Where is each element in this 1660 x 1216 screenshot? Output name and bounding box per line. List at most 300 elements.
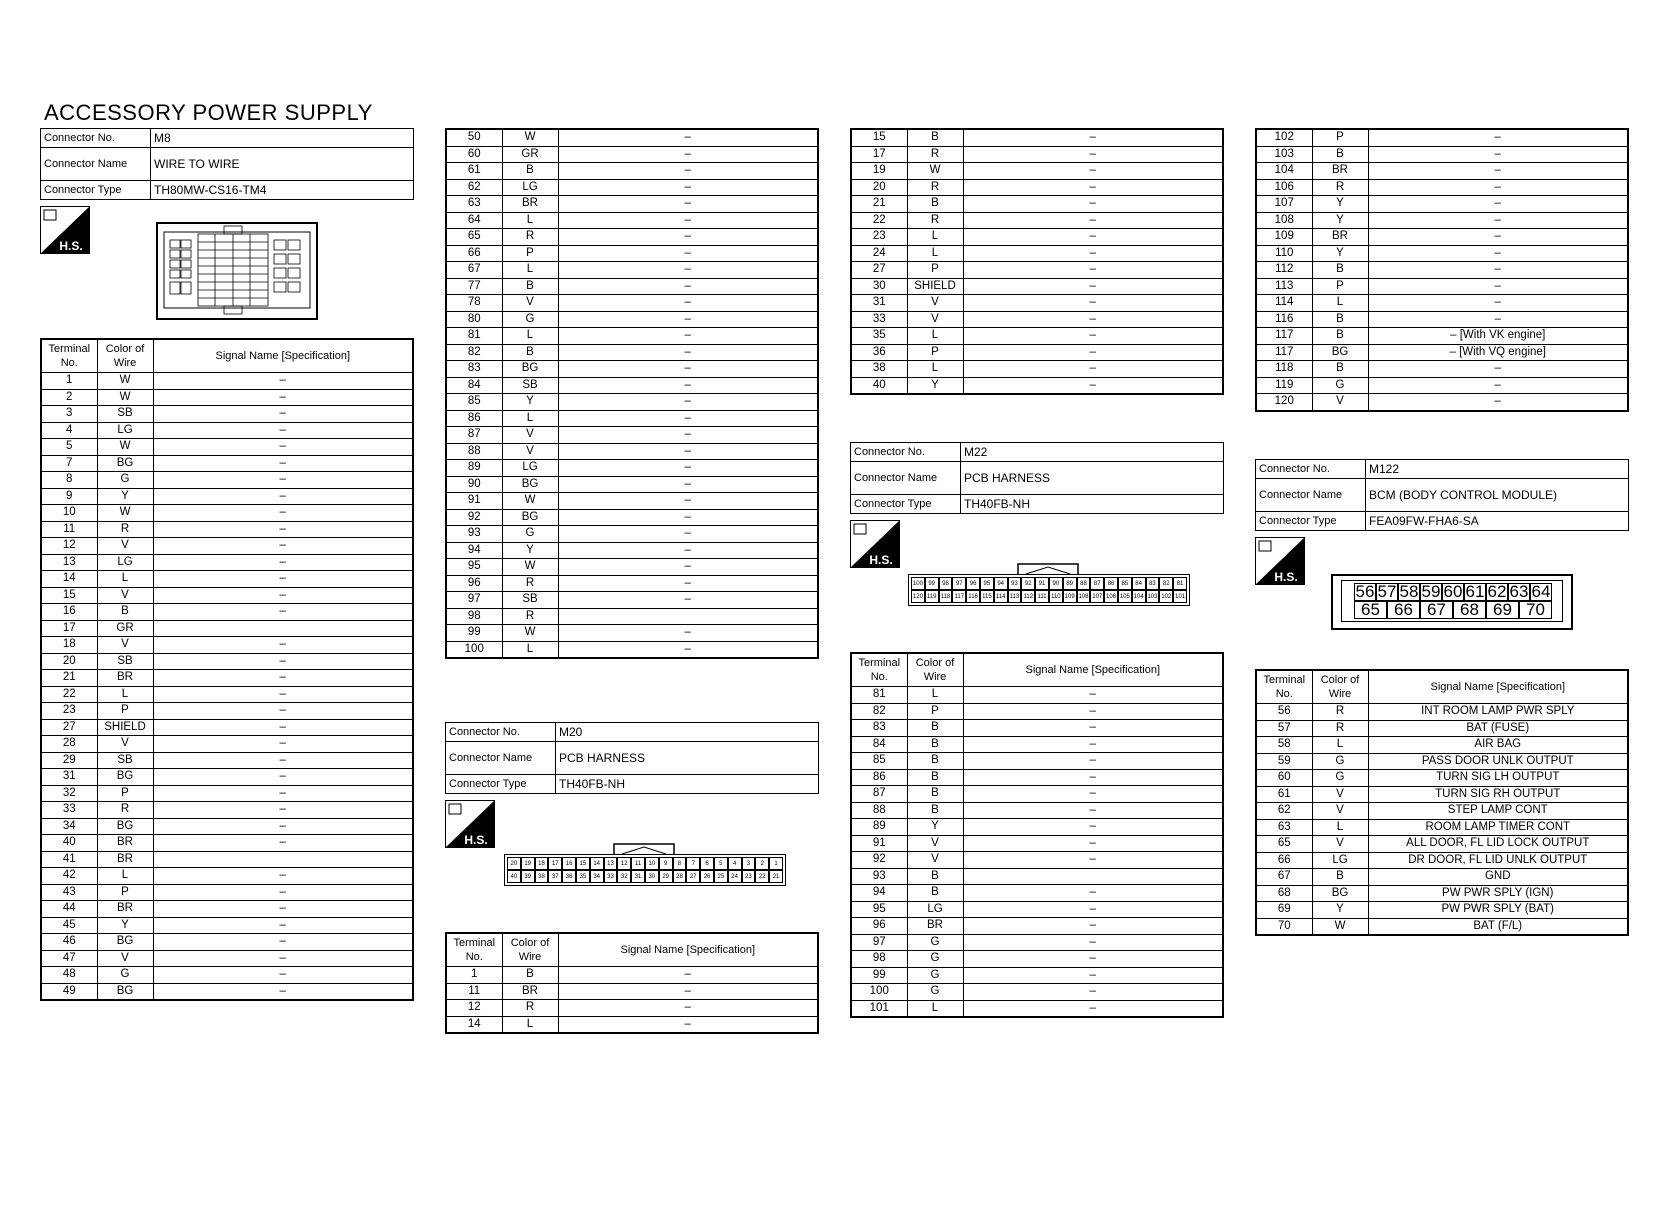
pin-cell: 90	[1049, 577, 1063, 590]
pin-cell: 60	[1443, 582, 1463, 601]
table-row	[851, 901, 1223, 918]
table-row	[41, 505, 413, 522]
signal-cell: –	[558, 146, 818, 163]
signal-cell: –	[963, 918, 1223, 935]
terminal-cell: 50	[446, 129, 502, 146]
color-cell: B	[907, 736, 963, 753]
terminal-cell: 57	[1256, 720, 1312, 737]
pin-cell: 27	[686, 870, 700, 883]
color-cell: G	[97, 472, 153, 489]
color-cell: V	[97, 736, 153, 753]
hs-label: H.S.	[1274, 570, 1298, 584]
terminal-cell: 65	[1256, 836, 1312, 853]
hs-icon	[850, 520, 900, 568]
color-cell: GR	[502, 146, 558, 163]
terminal-cell: 86	[446, 410, 502, 427]
color-cell: Y	[1312, 902, 1368, 919]
color-cell: B	[502, 278, 558, 295]
table-row	[1256, 786, 1628, 803]
pin-cell: 97	[952, 577, 966, 590]
m122-type: FEA09FW-FHA6-SA	[1366, 512, 1629, 531]
terminal-cell: 22	[851, 212, 907, 229]
color-cell: BG	[502, 509, 558, 526]
table-row	[446, 509, 818, 526]
terminal-cell: 33	[851, 311, 907, 328]
terminal-cell: 81	[446, 328, 502, 345]
signal-cell: –	[963, 361, 1223, 378]
terminal-cell: 99	[851, 967, 907, 984]
color-cell: L	[1312, 295, 1368, 312]
pin-cell: 13	[604, 857, 618, 870]
header-terminal: Terminal No.	[851, 653, 907, 687]
table-row	[446, 278, 818, 295]
color-cell: W	[502, 559, 558, 576]
color-cell: L	[907, 328, 963, 345]
table-row	[446, 212, 818, 229]
terminal-cell: 23	[851, 229, 907, 246]
table-row	[851, 720, 1223, 737]
m122-no: M122	[1366, 460, 1629, 479]
pin-cell: 101	[1173, 590, 1187, 603]
color-cell: V	[907, 295, 963, 312]
hs-label: H.S.	[59, 239, 83, 253]
signal-cell: –	[963, 703, 1223, 720]
page-title: ACCESSORY POWER SUPPLY	[44, 100, 373, 125]
m8-connector-diagram	[156, 222, 318, 320]
signal-cell: –	[153, 472, 413, 489]
terminal-cell: 3	[41, 406, 97, 423]
signal-cell: –	[153, 752, 413, 769]
terminal-cell: 100	[851, 984, 907, 1001]
signal-cell: –	[153, 488, 413, 505]
table-row	[446, 967, 818, 984]
color-cell: P	[907, 703, 963, 720]
signal-cell: –	[153, 934, 413, 951]
color-cell: B	[502, 967, 558, 984]
terminal-cell: 13	[41, 554, 97, 571]
signal-cell	[558, 608, 818, 625]
terminal-cell: 112	[1256, 262, 1312, 279]
label-connector-name: Connector Name	[1256, 479, 1366, 512]
table-row	[851, 1000, 1223, 1017]
color-cell: G	[502, 311, 558, 328]
table-row	[851, 835, 1223, 852]
signal-cell: –	[558, 542, 818, 559]
terminal-cell: 47	[41, 950, 97, 967]
signal-cell: INT ROOM LAMP PWR SPLY	[1368, 704, 1628, 721]
table-row	[851, 328, 1223, 345]
terminal-cell: 98	[851, 951, 907, 968]
pin-cell: 89	[1063, 577, 1077, 590]
pin-cell: 84	[1132, 577, 1146, 590]
signal-cell: –	[153, 571, 413, 588]
signal-cell: –	[558, 427, 818, 444]
table-row	[446, 625, 818, 642]
signal-cell: –	[963, 720, 1223, 737]
terminal-cell: 86	[851, 769, 907, 786]
pin-cell: 12	[617, 857, 631, 870]
header-color: Color of Wire	[502, 933, 558, 967]
terminal-cell: 31	[41, 769, 97, 786]
signal-cell: –	[963, 295, 1223, 312]
table-row	[851, 361, 1223, 378]
table-row	[851, 967, 1223, 984]
pin-cell: 18	[535, 857, 549, 870]
pin-cell: 117	[952, 590, 966, 603]
table-row	[41, 554, 413, 571]
signal-cell: –	[558, 476, 818, 493]
color-cell: L	[907, 245, 963, 262]
color-cell: G	[1312, 377, 1368, 394]
pin-cell: 88	[1077, 577, 1091, 590]
color-cell: BR	[1312, 229, 1368, 246]
pin-cell: 87	[1090, 577, 1104, 590]
terminal-cell: 94	[851, 885, 907, 902]
pin-cell: 116	[966, 590, 980, 603]
table-row	[41, 934, 413, 951]
color-cell: V	[502, 295, 558, 312]
terminal-cell: 31	[851, 295, 907, 312]
terminal-cell: 35	[851, 328, 907, 345]
color-cell: BG	[97, 455, 153, 472]
pin-cell: 25	[714, 870, 728, 883]
color-cell: B	[1312, 262, 1368, 279]
color-cell: W	[502, 625, 558, 642]
table-row	[41, 389, 413, 406]
color-cell: Y	[97, 488, 153, 505]
header-signal: Signal Name [Specification]	[963, 653, 1223, 687]
table-row	[851, 278, 1223, 295]
table-row	[41, 983, 413, 1000]
header-color: Color of Wire	[1312, 670, 1368, 704]
color-cell: R	[97, 521, 153, 538]
color-cell: G	[1312, 770, 1368, 787]
pin-cell: 6	[700, 857, 714, 870]
terminal-cell: 100	[446, 641, 502, 658]
signal-cell: –	[558, 1016, 818, 1033]
pin-cell: 107	[1090, 590, 1104, 603]
table-row	[446, 146, 818, 163]
signal-cell: –	[963, 229, 1223, 246]
color-cell: V	[97, 950, 153, 967]
terminal-cell: 36	[851, 344, 907, 361]
signal-cell: –	[963, 245, 1223, 262]
signal-cell: –	[558, 526, 818, 543]
table-row	[446, 394, 818, 411]
color-cell: V	[502, 443, 558, 460]
terminal-cell: 83	[446, 361, 502, 378]
signal-cell: –	[558, 509, 818, 526]
table-row	[446, 592, 818, 609]
color-cell: Y	[97, 917, 153, 934]
terminal-cell: 21	[41, 670, 97, 687]
color-cell: L	[97, 571, 153, 588]
terminal-cell: 63	[446, 196, 502, 213]
table-row	[41, 373, 413, 390]
signal-cell: –	[153, 587, 413, 604]
terminal-cell: 93	[851, 868, 907, 885]
signal-cell: –	[963, 163, 1223, 180]
label-connector-no: Connector No.	[851, 443, 961, 462]
pin-cell: 113	[1008, 590, 1022, 603]
table-row	[851, 129, 1223, 146]
table-row	[446, 295, 818, 312]
signal-cell: –	[153, 967, 413, 984]
color-cell: L	[907, 687, 963, 704]
color-cell: R	[502, 229, 558, 246]
signal-cell: GND	[1368, 869, 1628, 886]
pin-cell: 33	[604, 870, 618, 883]
terminal-cell: 42	[41, 868, 97, 885]
table-row	[446, 262, 818, 279]
terminal-cell: 21	[851, 196, 907, 213]
color-cell: SB	[97, 752, 153, 769]
pin-cell: 57	[1377, 582, 1397, 601]
terminal-cell: 41	[41, 851, 97, 868]
color-cell: L	[502, 212, 558, 229]
signal-cell: TURN SIG RH OUTPUT	[1368, 786, 1628, 803]
table-row	[851, 703, 1223, 720]
signal-cell: –	[963, 852, 1223, 869]
table-row	[41, 736, 413, 753]
table-row	[1256, 361, 1628, 378]
pin-cell: 10	[645, 857, 659, 870]
color-cell: GR	[97, 620, 153, 637]
color-cell: R	[502, 575, 558, 592]
table-row	[446, 196, 818, 213]
color-cell: SHIELD	[907, 278, 963, 295]
color-cell: B	[907, 868, 963, 885]
pin-cell: 104	[1132, 590, 1146, 603]
signal-cell: –	[153, 538, 413, 555]
signal-cell: –	[1368, 229, 1628, 246]
signal-cell: –	[153, 835, 413, 852]
color-cell: BR	[907, 918, 963, 935]
signal-cell: –	[153, 785, 413, 802]
signal-cell: – [With VQ engine]	[1368, 344, 1628, 361]
signal-cell: –	[1368, 361, 1628, 378]
table-row	[446, 608, 818, 625]
table-row	[41, 406, 413, 423]
terminal-cell: 27	[851, 262, 907, 279]
table-row	[1256, 179, 1628, 196]
color-cell: W	[97, 389, 153, 406]
terminal-cell: 110	[1256, 245, 1312, 262]
color-cell: B	[502, 163, 558, 180]
signal-cell: –	[153, 802, 413, 819]
color-cell: Y	[907, 819, 963, 836]
table-row	[446, 575, 818, 592]
label-connector-no: Connector No.	[1256, 460, 1366, 479]
signal-cell: PASS DOOR UNLK OUTPUT	[1368, 753, 1628, 770]
pin-cell: 7	[686, 857, 700, 870]
color-cell: BG	[1312, 344, 1368, 361]
terminal-cell: 23	[41, 703, 97, 720]
pin-cell: 108	[1077, 590, 1091, 603]
color-cell: SHIELD	[97, 719, 153, 736]
signal-cell: –	[558, 361, 818, 378]
table-row	[851, 786, 1223, 803]
terminal-cell: 20	[851, 179, 907, 196]
signal-cell: –	[558, 641, 818, 658]
color-cell: V	[1312, 803, 1368, 820]
signal-cell: –	[153, 719, 413, 736]
terminal-cell: 89	[851, 819, 907, 836]
table-row	[1256, 902, 1628, 919]
terminal-cell: 32	[41, 785, 97, 802]
signal-cell: –	[153, 950, 413, 967]
table-row	[41, 901, 413, 918]
table-row	[446, 129, 818, 146]
table-row	[851, 262, 1223, 279]
table-row	[446, 493, 818, 510]
table-row	[446, 427, 818, 444]
terminal-cell: 94	[446, 542, 502, 559]
color-cell: LG	[502, 179, 558, 196]
signal-cell: –	[558, 163, 818, 180]
signal-cell: –	[153, 521, 413, 538]
color-cell: R	[502, 1000, 558, 1017]
color-cell: BR	[502, 983, 558, 1000]
color-cell: BG	[97, 818, 153, 835]
color-cell: LG	[97, 554, 153, 571]
table-row	[1256, 278, 1628, 295]
signal-cell: –	[153, 703, 413, 720]
color-cell: L	[907, 361, 963, 378]
table-row	[851, 736, 1223, 753]
terminal-cell: 97	[446, 592, 502, 609]
table-row	[41, 917, 413, 934]
terminal-cell: 81	[851, 687, 907, 704]
color-cell: SB	[97, 406, 153, 423]
signal-cell: –	[153, 389, 413, 406]
m22-no: M22	[961, 443, 1224, 462]
table-row	[446, 559, 818, 576]
table-row	[851, 852, 1223, 869]
terminal-cell: 96	[851, 918, 907, 935]
label-connector-no: Connector No.	[41, 129, 151, 148]
terminal-cell: 108	[1256, 212, 1312, 229]
color-cell: P	[97, 785, 153, 802]
color-cell: Y	[502, 542, 558, 559]
terminal-cell: 66	[446, 245, 502, 262]
color-cell: SB	[502, 377, 558, 394]
terminal-cell: 114	[1256, 295, 1312, 312]
label-connector-type: Connector Type	[446, 775, 556, 794]
color-cell: B	[1312, 328, 1368, 345]
table-row	[41, 835, 413, 852]
pin-cell: 85	[1118, 577, 1132, 590]
signal-cell: –	[963, 736, 1223, 753]
color-cell: W	[502, 129, 558, 146]
color-cell: L	[907, 1000, 963, 1017]
pin-cell: 23	[742, 870, 756, 883]
table-row	[1256, 819, 1628, 836]
signal-cell: –	[963, 835, 1223, 852]
m20-type: TH40FB-NH	[556, 775, 819, 794]
terminal-cell: 95	[446, 559, 502, 576]
terminal-cell: 80	[446, 311, 502, 328]
table-row	[446, 476, 818, 493]
table-row	[1256, 869, 1628, 886]
color-cell: V	[1312, 394, 1368, 411]
signal-cell: BAT (FUSE)	[1368, 720, 1628, 737]
signal-cell: –	[153, 604, 413, 621]
color-cell: B	[97, 604, 153, 621]
color-cell: Y	[502, 394, 558, 411]
signal-cell: –	[153, 868, 413, 885]
terminal-cell: 92	[851, 852, 907, 869]
terminal-cell: 117	[1256, 328, 1312, 345]
table-row	[851, 753, 1223, 770]
color-cell: P	[502, 245, 558, 262]
color-cell: B	[907, 196, 963, 213]
terminal-cell: 19	[851, 163, 907, 180]
table-row	[41, 950, 413, 967]
color-cell: G	[502, 526, 558, 543]
m22-info	[850, 442, 1224, 514]
terminal-cell: 59	[1256, 753, 1312, 770]
table-row	[41, 538, 413, 555]
terminal-cell: 27	[41, 719, 97, 736]
signal-cell: –	[558, 983, 818, 1000]
signal-cell: –	[153, 917, 413, 934]
color-cell: B	[1312, 361, 1368, 378]
signal-cell: –	[1368, 295, 1628, 312]
terminal-cell: 118	[1256, 361, 1312, 378]
pin-cell: 35	[576, 870, 590, 883]
color-cell: B	[1312, 146, 1368, 163]
color-cell: V	[97, 637, 153, 654]
signal-cell: –	[153, 637, 413, 654]
color-cell: B	[907, 885, 963, 902]
pin-cell: 68	[1453, 601, 1486, 619]
color-cell: B	[907, 720, 963, 737]
terminal-cell: 7	[41, 455, 97, 472]
table-row	[1256, 245, 1628, 262]
label-connector-type: Connector Type	[851, 495, 961, 514]
table-row	[1256, 377, 1628, 394]
color-cell: V	[502, 427, 558, 444]
table-row	[851, 163, 1223, 180]
terminal-cell: 12	[446, 1000, 502, 1017]
table-row	[446, 460, 818, 477]
color-cell: W	[97, 373, 153, 390]
table-row	[851, 229, 1223, 246]
label-connector-type: Connector Type	[41, 181, 151, 200]
color-cell: SB	[502, 592, 558, 609]
terminal-cell: 62	[446, 179, 502, 196]
terminal-cell: 92	[446, 509, 502, 526]
signal-cell: –	[153, 653, 413, 670]
terminal-cell: 66	[1256, 852, 1312, 869]
pin-cell: 110	[1049, 590, 1063, 603]
signal-cell: –	[963, 901, 1223, 918]
color-cell: B	[502, 344, 558, 361]
signal-cell: PW PWR SPLY (IGN)	[1368, 885, 1628, 902]
color-cell: LG	[97, 422, 153, 439]
color-cell: B	[907, 786, 963, 803]
table-row	[851, 984, 1223, 1001]
signal-cell: STEP LAMP CONT	[1368, 803, 1628, 820]
pin-cell: 9	[659, 857, 673, 870]
signal-cell: –	[963, 802, 1223, 819]
table-row	[851, 344, 1223, 361]
terminal-cell: 4	[41, 422, 97, 439]
pin-cell: 5	[714, 857, 728, 870]
signal-cell: –	[153, 686, 413, 703]
color-cell: R	[907, 212, 963, 229]
